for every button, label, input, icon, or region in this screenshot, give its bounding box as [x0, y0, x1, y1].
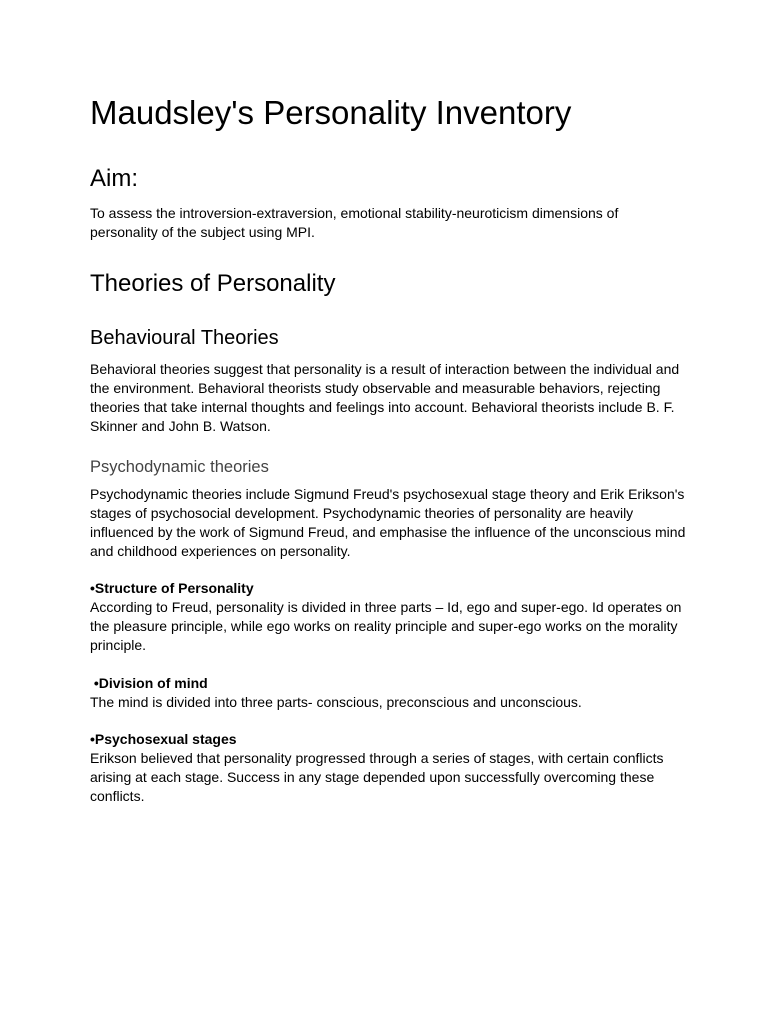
- division-heading: •Division of mind: [90, 675, 208, 691]
- aim-line-1: To assess the introversion-extraversion, emotional stability-neuroticism dimensions of: [90, 205, 619, 221]
- behavioural-line-3: theories that take internal thoughts and feelings into account. Behavioral theorists include B. F.: [90, 399, 675, 415]
- structure-heading: •Structure of Personality: [90, 580, 254, 596]
- structure-line-2: the pleasure principle, while ego works on reality principle and super-ego works on the morality: [90, 618, 678, 634]
- psychosexual-line-3: conflicts.: [90, 788, 145, 804]
- behavioural-heading: Behavioural Theories: [90, 327, 279, 349]
- aim-line-2: personality of the subject using MPI.: [90, 224, 315, 240]
- structure-line-3: principle.: [90, 637, 147, 653]
- psychosexual-line-2: arising at each stage. Success in any stage depended upon successfully overcoming these: [90, 769, 655, 785]
- psychodynamic-line-3: influenced by the work of Sigmund Freud, and emphasise the influence of the unconscious mind: [90, 524, 686, 540]
- psychosexual-heading: •Psychosexual stages: [90, 731, 237, 747]
- behavioural-line-1: Behavioral theories suggest that personality is a result of interaction between the individual and: [90, 361, 680, 377]
- aim-heading: Aim:: [90, 165, 138, 192]
- structure-line-1: According to Freud, personality is divided in three parts – Id, ego and super-ego. Id operates on: [90, 599, 682, 615]
- behavioural-line-2: the environment. Behavioral theorists study observable and measurable behaviors, rejecting: [90, 380, 661, 396]
- psychodynamic-line-2: stages of psychosocial development. Psychodynamic theories of personality are heavily: [90, 505, 634, 521]
- theories-heading: Theories of Personality: [90, 270, 336, 297]
- document-title: Maudsley's Personality Inventory: [90, 94, 572, 131]
- psychodynamic-heading: Psychodynamic theories: [90, 458, 269, 476]
- division-line-1: The mind is divided into three parts- conscious, preconscious and unconscious.: [90, 694, 582, 710]
- psychosexual-line-1: Erikson believed that personality progressed through a series of stages, with certain conflicts: [90, 750, 664, 766]
- behavioural-line-4: Skinner and John B. Watson.: [90, 418, 271, 434]
- psychodynamic-line-1: Psychodynamic theories include Sigmund Freud's psychosexual stage theory and Erik Erikson's: [90, 486, 685, 502]
- psychodynamic-line-4: and childhood experiences on personality.: [90, 543, 351, 559]
